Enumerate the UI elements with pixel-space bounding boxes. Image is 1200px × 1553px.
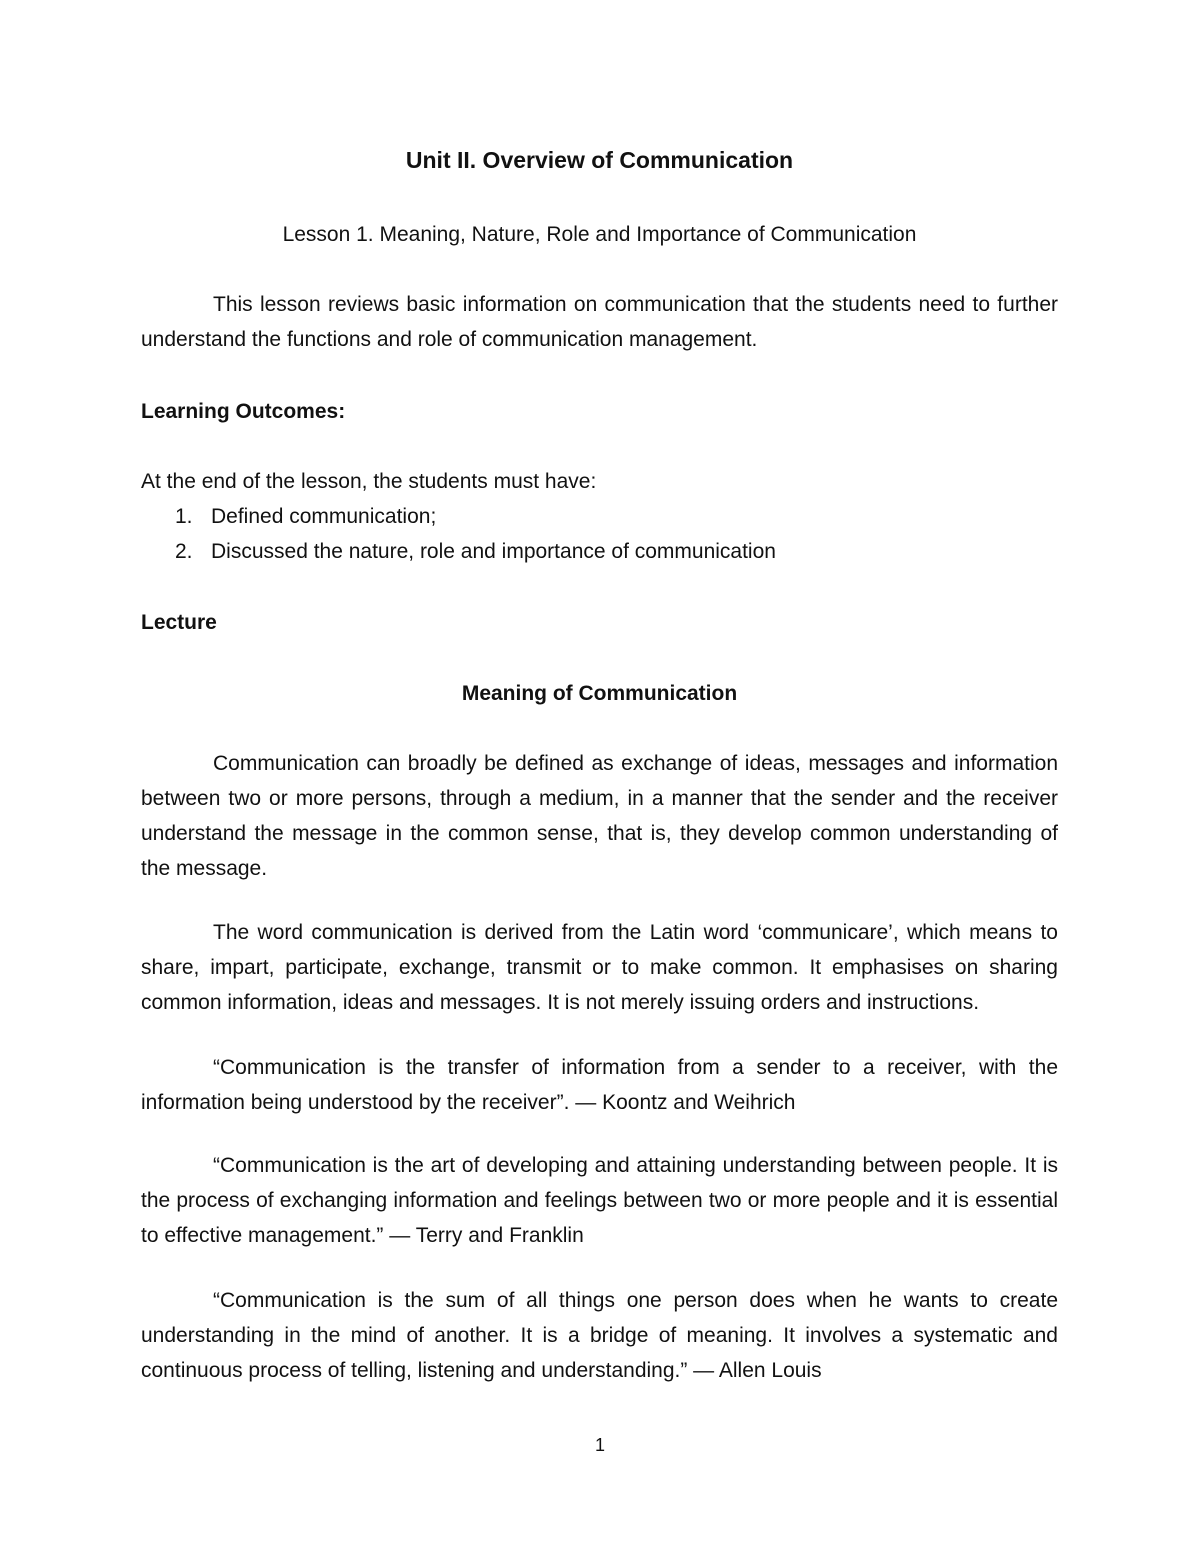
unit-title: Unit II. Overview of Communication — [405, 147, 794, 173]
quote-koontz-weihrich: “Communication is the transfer of information from a sender to a receiver, with the information being understood by the receiver”. — Koontz and Weihrich — [141, 1056, 1058, 1114]
lesson-title: Lesson 1. Meaning, Nature, Role and Importance of Communication — [282, 223, 917, 246]
list-item-text: Discussed the nature, role and importance of communication — [211, 540, 776, 563]
learning-outcomes-list — [141, 499, 1058, 569]
list-item — [141, 499, 1058, 534]
list-item-number: 1. — [175, 505, 193, 528]
intro-paragraph: This lesson reviews basic information on communication that the students need to further understand the functions and role of communication management. — [141, 293, 1058, 351]
quote-terry-franklin: “Communication is the art of developing and attaining understanding between people. It is the process of exchanging information and feelings between two or more people and it is essential to effective management.” — Terry and Franklin — [141, 1154, 1058, 1247]
paragraph-etymology: The word communication is derived from the Latin word ‘communicare’, which means to share, impart, participate, exchange, transmit or to make common. It emphasises on sharing common information, ideas and messages. It is not merely issuing orders and instructions. — [141, 921, 1058, 1014]
list-item — [141, 534, 1058, 569]
list-item-text: Defined communication; — [211, 505, 437, 528]
list-item-number: 2. — [175, 540, 193, 563]
learning-outcomes-lead: At the end of the lesson, the students must have: — [141, 470, 597, 493]
paragraph-definition: Communication can broadly be defined as exchange of ideas, messages and information between two or more persons, through a medium, in a manner that the sender and the receiver understand the message in the common sense, that is, they develop common understanding of the message. — [141, 752, 1058, 880]
section-heading: Meaning of Communication — [461, 682, 738, 705]
page-number: 1 — [594, 1435, 605, 1455]
quote-allen-louis: “Communication is the sum of all things one person does when he wants to create understanding in the mind of another. It is a bridge of meaning. It involves a systematic and continuous process of telling, listening and understanding.” — Allen Louis — [141, 1289, 1058, 1382]
learning-outcomes-heading: Learning Outcomes: — [141, 400, 346, 423]
lecture-heading: Lecture — [141, 611, 217, 634]
